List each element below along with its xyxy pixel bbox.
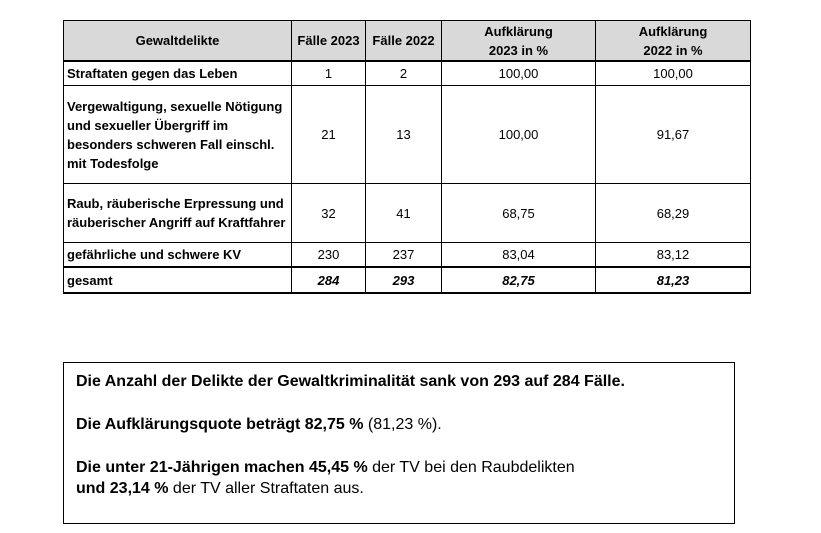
cell-clearance-2022: 91,67 xyxy=(596,86,751,184)
total-clearance-2022: 81,23 xyxy=(596,267,751,293)
total-cases-2022: 293 xyxy=(366,267,442,293)
row-label: Raub, räuberische Erpressung und räuberischer Angriff auf Kraftfahrer xyxy=(64,184,292,243)
header-clearance-2022-line2: 2022 in % xyxy=(643,42,703,58)
summary-line4-bold: und 23,14 % xyxy=(76,480,169,497)
table-row xyxy=(64,86,751,184)
table-total-row xyxy=(64,267,751,293)
header-clearance-2023 xyxy=(442,21,596,62)
summary-line3-rest: der TV bei den Raubdelikten xyxy=(367,459,575,476)
table-header-row xyxy=(64,21,751,62)
cell-clearance-2023: 100,00 xyxy=(442,86,596,184)
summary-box xyxy=(63,362,735,524)
cell-cases-2023: 1 xyxy=(292,61,366,86)
total-label: gesamt xyxy=(64,267,292,293)
row-label: gefährliche und schwere KV xyxy=(64,243,292,268)
summary-line2-rest: (81,23 %). xyxy=(363,416,442,433)
table-row xyxy=(64,243,751,268)
header-clearance-2023-line1: Aufklärung xyxy=(484,23,553,39)
cell-clearance-2022: 83,12 xyxy=(596,243,751,268)
total-clearance-2023: 82,75 xyxy=(442,267,596,293)
cell-cases-2022: 237 xyxy=(366,243,442,268)
cell-cases-2022: 41 xyxy=(366,184,442,243)
summary-line1: Die Anzahl der Delikte der Gewaltkriminalität sank von 293 auf 284 Fälle. xyxy=(76,373,625,390)
cell-clearance-2023: 100,00 xyxy=(442,61,596,86)
header-clearance-2022 xyxy=(596,21,751,62)
cell-clearance-2023: 83,04 xyxy=(442,243,596,268)
table-row xyxy=(64,184,751,243)
summary-line3-bold: Die unter 21-Jährigen machen 45,45 % xyxy=(76,459,368,476)
cell-cases-2023: 21 xyxy=(292,86,366,184)
cell-cases-2022: 13 xyxy=(366,86,442,184)
cell-clearance-2023: 68,75 xyxy=(442,184,596,243)
header-clearance-2023-line2: 2023 in % xyxy=(488,42,549,58)
total-cases-2023: 284 xyxy=(292,267,366,293)
cell-cases-2023: 230 xyxy=(292,243,366,268)
header-category: Gewaltdelikte xyxy=(64,21,292,62)
cell-clearance-2022: 68,29 xyxy=(596,184,751,243)
header-cases-2022: Fälle 2022 xyxy=(366,21,442,62)
cell-clearance-2022: 100,00 xyxy=(596,61,751,86)
cell-cases-2022: 2 xyxy=(366,61,442,86)
header-cases-2023: Fälle 2023 xyxy=(292,21,366,62)
violent-crime-table xyxy=(63,20,751,294)
summary-youth-share xyxy=(76,457,722,499)
summary-line2-bold: Die Aufklärungsquote beträgt 82,75 % xyxy=(76,416,364,433)
summary-line4-rest: der TV aller Straftaten aus. xyxy=(168,480,364,497)
header-clearance-2022-line1: Aufklärung xyxy=(638,23,708,39)
table-row xyxy=(64,61,751,86)
summary-case-count xyxy=(76,371,722,392)
row-label: Vergewaltigung, sexuelle Nötigung und sexueller Übergriff im besonders schweren Fall einschl. mit Todesfolge xyxy=(64,86,292,184)
cell-cases-2023: 32 xyxy=(292,184,366,243)
summary-clearance-rate xyxy=(76,414,722,435)
row-label: Straftaten gegen das Leben xyxy=(64,61,292,86)
